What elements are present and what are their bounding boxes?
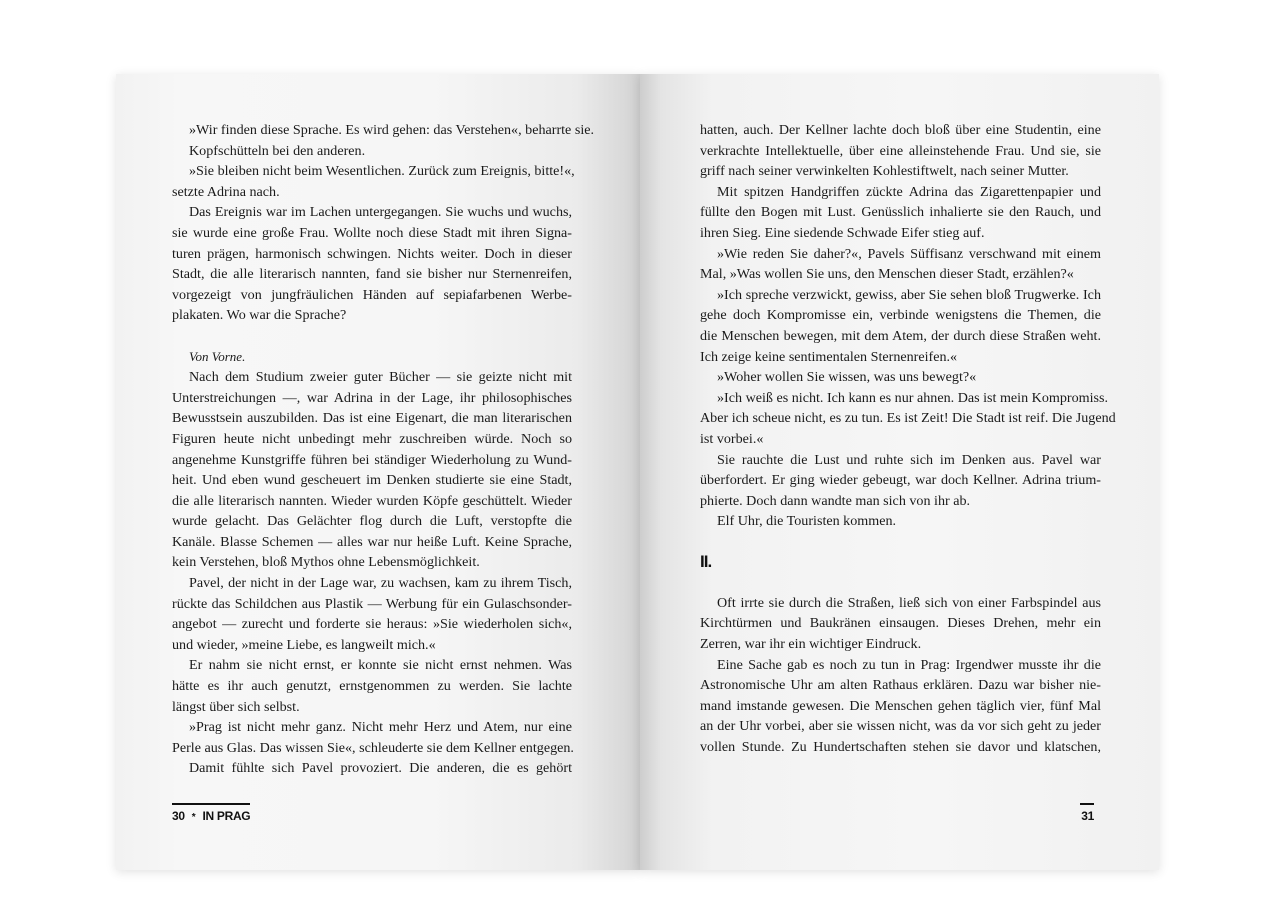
text-line: »Sie bleiben nicht beim Wesentlichen. Zurück zum Ereignis, bitte!«, <box>189 163 575 180</box>
text-line: »Prag ist nicht mehr ganz. Nicht mehr Herz und Atem, nur eine <box>189 719 572 736</box>
text-line: »Ich weiß es nicht. Ich kann es nur ahnen. Das ist mein Kompromiss. <box>717 389 1109 406</box>
text-line: Oft irrte sie durch die Straßen, ließ sich von einer Farbspindel aus <box>717 594 1101 611</box>
text-line: Kopfschütteln bei den anderen. <box>189 142 366 159</box>
text-line: ihren Sieg. Eine siedende Schwade Eifer stieg auf. <box>700 224 985 241</box>
text-line: angebot — zurecht und forderte sie heraus: »Sie wiederholen sich«, <box>172 616 572 633</box>
text-line: hatten, auch. Der Kellner lachte doch bloß über eine Studentin, eine <box>700 122 1101 138</box>
text-line: plakaten. Wo war die Sprache? <box>172 307 347 324</box>
text-line: Mal, »Was wollen Sie uns, den Menschen dieser Stadt, erzählen?« <box>700 266 1074 283</box>
text-line: vollen Stunde. Zu Hundertschaften stehen sie davor und klatschen, <box>700 739 1101 756</box>
left-page <box>116 74 640 870</box>
text-line: Von Vorne. <box>189 348 246 364</box>
text-line: und wieder, »meine Liebe, es langweilt mich.« <box>172 636 436 653</box>
text-line: ist vorbei.« <box>700 430 764 447</box>
page-number-left: 30 <box>172 809 185 823</box>
text-line: wurde gelacht. Das Gelächter flog durch die Luft, verstopfte die <box>172 513 572 530</box>
text-line: kein Verstehen, bloß Mythos ohne Lebensmöglichkeit. <box>172 554 480 571</box>
text-line: phierte. Doch dann wandte man sich von ihr ab. <box>700 492 971 509</box>
text-line: Zerren, war ihr ein wichtiger Eindruck. <box>700 636 922 653</box>
text-line: Bewusstsein auszubilden. Das ist eine Eigenart, die man literarischen <box>172 410 572 427</box>
text-line: hätte es ihr auch genutzt, ernstgenommen zu werden. Sie lachte <box>172 678 572 695</box>
text-line: Damit fühlte sich Pavel provoziert. Die anderen, die es gehört <box>189 760 572 777</box>
text-line: Mit spitzen Handgriffen zückte Adrina das Zigarettenpapier und <box>717 183 1101 200</box>
text-line: griff nach seiner verwinkelten Kohlestiftwelt, nach seiner Mutter. <box>700 163 1069 180</box>
text-line: Das Ereignis war im Lachen untergegangen. Sie wuchs und wuchs, <box>189 204 572 221</box>
text-line: vorgezeigt von jungfräulichen Händen auf sepiafarbenen Werbe- <box>172 286 572 303</box>
text-line: Stadt, die alle literarisch nannten, fand sie bisher nur Sternenreifen, <box>172 266 572 283</box>
text-line: Aber ich scheue nicht, es zu tun. Es ist Zeit! Die Stadt ist reif. Die Jugend <box>700 410 1116 427</box>
footer-separator: * <box>191 812 196 823</box>
text-line: füllte den Bogen mit Lust. Genüsslich inhalierte sie den Rauch, und <box>700 204 1101 221</box>
text-line: turen prägen, harmonisch schwingen. Nichts weiter. Doch in dieser <box>172 245 572 262</box>
running-title: IN PRAG <box>202 809 251 823</box>
text-line: setzte Adrina nach. <box>172 183 280 200</box>
text-line: Er nahm sie nicht ernst, er konnte sie nicht ernst nehmen. Was <box>189 657 572 674</box>
blank-line <box>172 326 572 347</box>
text-line: gehe doch Kompromisse ein, verbinde wenigstens die Themen, die <box>700 307 1101 324</box>
text-line: Perle aus Glas. Das wissen Sie«, schleuderte sie dem Kellner entgegen. <box>172 739 574 756</box>
text-line: Elf Uhr, die Touristen kommen. <box>717 513 897 530</box>
page-number-right: 31 <box>1081 809 1094 823</box>
text-line: rückte das Schildchen aus Plastik — Werbung für ein Gulaschsonder- <box>172 595 572 612</box>
text-line: die Menschen bewegen, mit dem Atem, der durch diese Straßen weht. <box>700 327 1101 344</box>
text-line: an der Uhr vorbei, aber sie wissen nicht, was da vor sich geht zu jeder <box>700 718 1101 735</box>
left-page-footer <box>172 803 250 823</box>
text-line: »Woher wollen Sie wissen, was uns bewegt?« <box>717 369 977 386</box>
text-line: Nach dem Studium zweier guter Bücher — sie geizte nicht mit <box>189 369 572 386</box>
left-page-text <box>172 120 595 779</box>
text-line: »Wie reden Sie daher?«, Pavels Süffisanz verschwand mit einem <box>717 245 1101 262</box>
text-line: »Ich spreche verzwickt, gewiss, aber Sie sehen bloß Trugwerke. Ich <box>717 286 1101 303</box>
text-line: Ich zeige keine sentimentalen Sternenreifen.« <box>700 348 958 365</box>
text-line: sie wurde eine große Frau. Wollte noch diese Stadt mit ihren Signa- <box>172 224 572 241</box>
text-line: längst über sich selbst. <box>172 698 300 715</box>
text-line: überfordert. Er ging wieder gebeugt, war doch Kellner. Adrina trium- <box>700 472 1101 489</box>
text-line: mand imstande gewesen. Die Menschen gehen täglich vier, fünf Mal <box>700 697 1101 714</box>
text-line: heit. Und eben wund gescheuert im Denken studierte sie eine Stadt, <box>172 472 572 489</box>
text-line: Unterstreichungen —, war Adrina in der Lage, ihr philosophisches <box>172 389 572 406</box>
text-line: Kanäle. Blasse Schemen — alles war nur heiße Luft. Keine Sprache, <box>172 533 572 550</box>
text-line: Sie rauchte die Lust und ruhte sich im Denken aus. Pavel war <box>717 451 1101 468</box>
text-line: die alle literarisch nannten. Wieder wurden Köpfe geschüttelt. Wieder <box>172 492 572 509</box>
text-line: Kirchtürmen und Baukränen einsaugen. Dieses Drehen, mehr ein <box>700 615 1101 632</box>
right-page-lines-before-heading <box>700 120 1116 532</box>
text-line: Astronomische Uhr am alten Rathaus erklären. Dazu war bisher nie- <box>700 677 1101 694</box>
text-line: Figuren heute nicht unbedingt mehr zuschreiben würde. Noch so <box>172 430 572 447</box>
text-line: Eine Sache gab es noch zu tun in Prag: Irgendwer musste ihr die <box>717 656 1101 673</box>
chapter-heading: II. <box>700 551 712 571</box>
right-page-text <box>700 120 1116 758</box>
text-line: Pavel, der nicht in der Lage war, zu wachsen, kam zu ihrem Tisch, <box>189 575 572 592</box>
text-line: angenehme Kunstgriffe führen bei ständiger Wiederholung zu Wund- <box>172 451 572 468</box>
text-line: verkrachte Intellektuelle, über eine alleinstehende Frau. Und sie, sie <box>700 142 1101 159</box>
right-page-footer <box>1080 803 1094 823</box>
text-line: »Wir finden diese Sprache. Es wird gehen: das Verstehen«, beharrte sie. <box>189 122 595 138</box>
right-page-lines-after-heading <box>700 593 1101 758</box>
right-page <box>640 74 1159 870</box>
